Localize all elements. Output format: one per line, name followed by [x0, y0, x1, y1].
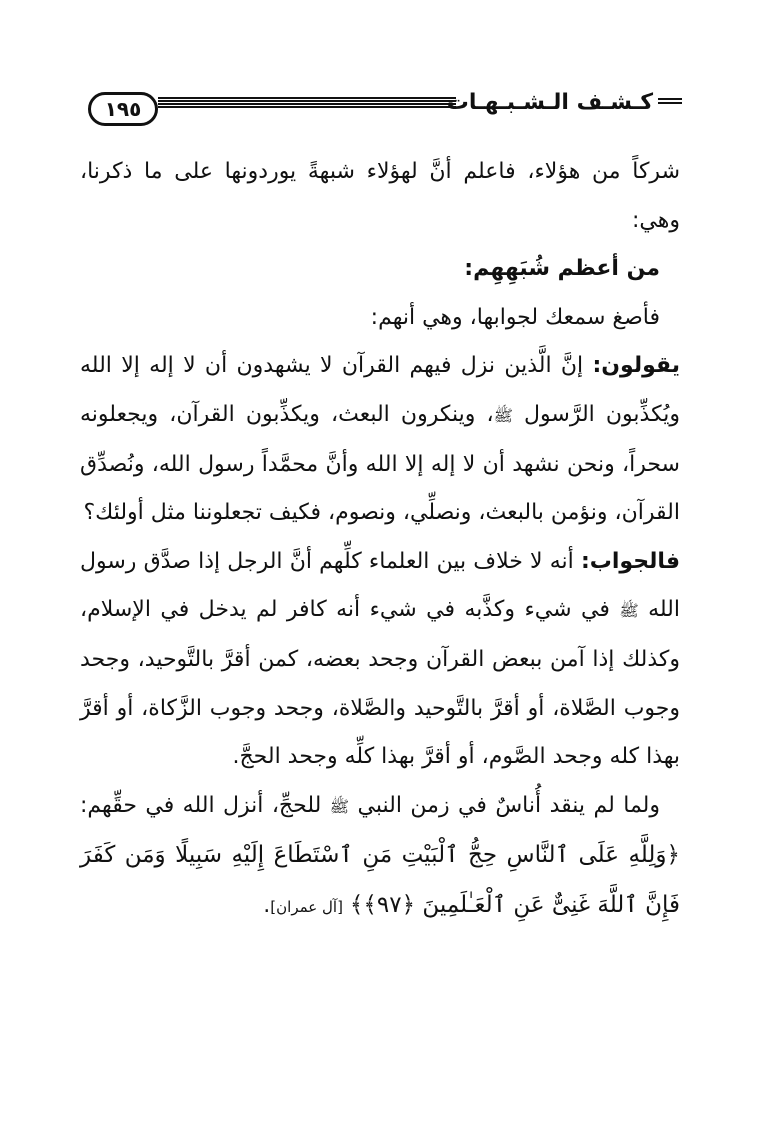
page-body — [80, 148, 680, 932]
salla-glyph: ﷺ — [493, 405, 513, 425]
quran-verse: ﴿وَلِلَّهِ عَلَى ٱلنَّاسِ حِجُّ ٱلْبَيْتِ مَنِ ٱسْتَطَاعَ إِلَيْهِ سَبِيلًا وَمَن كَفَرَ فَإِنَّ ٱللَّهَ غَنِىٌّ عَنِ ٱلْعَـٰلَمِينَ ﴿٩٧﴾﴾ — [80, 842, 680, 918]
book-title: كـشـف الـشـبـهـات — [446, 90, 653, 115]
section-heading: من أعظم شُبَهِهِم: — [464, 256, 660, 282]
end-mark: . — [263, 892, 271, 918]
page-number: ١٩٥ — [88, 92, 158, 126]
paragraph-listen: فأصغ سمعك لجوابها، وهي أنهم: — [370, 304, 660, 330]
paragraph-hajj — [80, 782, 680, 932]
paragraph-answer — [80, 538, 680, 782]
paragraph-claim — [80, 342, 680, 537]
header-rule — [158, 97, 456, 109]
answer-text-b: في شيء وكذَّبه في شيء أنه كافر لم يدخل في الإسلام، وكذلك إذا آمن ببعض القرآن وجحد بعضه، كمن أقرَّ بالتَّوحيد، وجحد وجوب الصَّلاة، أو أقرَّ بالتَّوحيد والصَّلاة، وجحد وجوب الزَّكاة، أو أقرَّ بهذا كله وجحد الصَّوم، أو أقرَّ بهذا كلِّه وجحد الحجَّ. — [80, 597, 680, 770]
salla-glyph: ﷺ — [329, 796, 350, 816]
salla-glyph: ﷺ — [619, 601, 639, 621]
answer-lead: فالجواب: — [580, 548, 681, 574]
hajj-text-a: ولما لم ينقد أُناسٌ في زمن النبي — [357, 792, 660, 818]
claim-text-b: ، وينكرون البعث، ويكذِّبون القرآن، ويجعلونه سحراً، ونحن نشهد أن لا إله إلا الله وأنَّ محمَّداً رسول الله، ونُصدِّق القرآن، ونؤمن بالبعث، ونصلِّي، ونصوم، فكيف تجعلوننا مثل أولئك؟ — [80, 401, 680, 526]
claim-lead: يقولون: — [592, 353, 680, 379]
header-rule-ornament — [658, 98, 682, 106]
answer-text-a: أنه لا خلاف بين العلماء كلِّهم أنَّ الرجل إذا صدَّق رسول الله — [80, 548, 680, 623]
verse-reference: [آل عمران] — [270, 897, 343, 916]
paragraph-intro: شركاً من هؤلاء، فاعلم أنَّ لهؤلاء شبهةً يوردونها على ما ذكرنا، وهي: — [80, 159, 680, 233]
claim-text-a: إنَّ الَّذين نزل فيهم القرآن لا يشهدون أن لا إله إلا الله ويُكذِّبون الرَّسول — [80, 353, 680, 427]
running-header — [88, 88, 680, 132]
hajj-text-b: للحجِّ، أنزل الله في حقِّهم: — [80, 792, 322, 818]
